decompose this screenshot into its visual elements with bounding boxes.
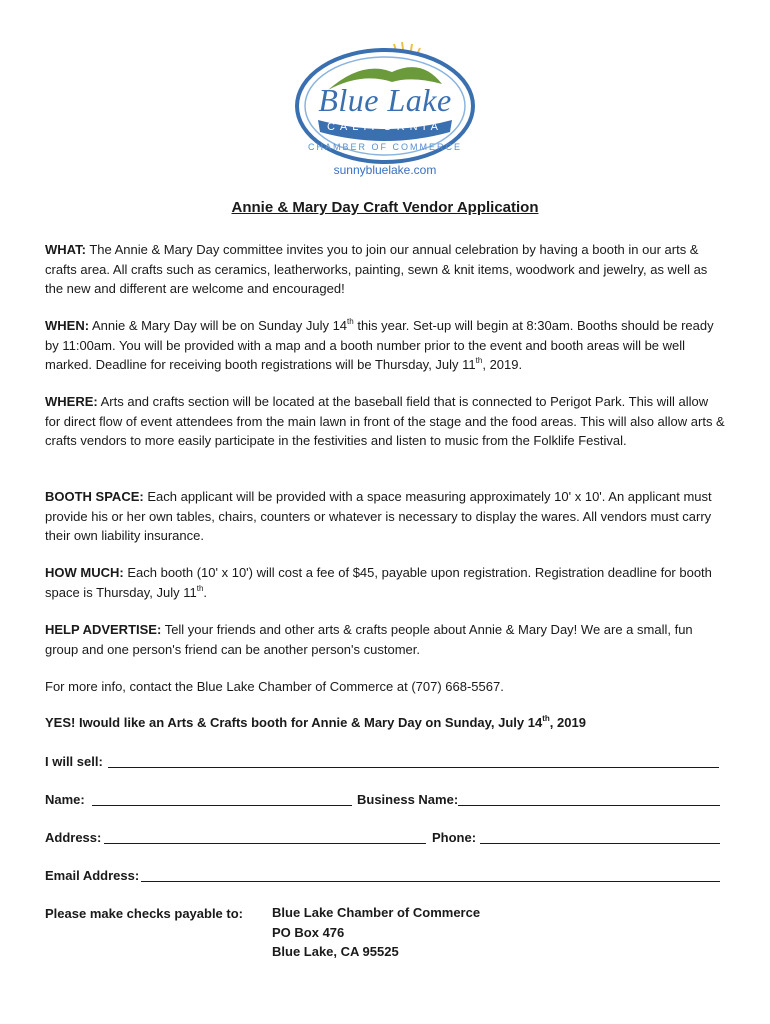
yes-sup: th	[542, 714, 550, 723]
how-much-section	[45, 563, 725, 602]
payable-address	[272, 903, 480, 962]
when-label: WHEN:	[45, 318, 90, 333]
sell-label: I will sell:	[45, 754, 103, 769]
how-much-text-2: .	[203, 584, 208, 600]
when-text-1: Annie & Mary Day will be on Sunday July 14	[91, 318, 348, 333]
name-label: Name:	[45, 792, 85, 807]
booth-space-text: Each applicant will be provided with a space measuring approximately 10' x 10'. An applicant must provide his or her own tables, chairs, counters or whatever is necessary to display the wares. All vendors must carry their own liability insurance.	[45, 489, 712, 543]
phone-input[interactable]	[480, 829, 720, 844]
when-section	[45, 316, 725, 375]
how-much-text-1: Each booth (10' x 10') will cost a fee of $45, payable upon registration. Registration deadline for booth space is Thursday, July 11	[45, 565, 712, 600]
help-advertise-label: HELP ADVERTISE:	[45, 622, 162, 637]
help-advertise-text: Tell your friends and other arts & crafts people about Annie & Mary Day! We are a small, fun group and one person's friend can be another person's customer.	[45, 622, 693, 657]
how-much-label: HOW MUCH:	[45, 565, 124, 580]
where-section	[45, 392, 725, 451]
sell-input[interactable]	[108, 753, 719, 768]
name-input[interactable]	[92, 791, 352, 806]
what-label: WHAT:	[45, 242, 86, 257]
booth-space-label: BOOTH SPACE:	[45, 489, 144, 504]
business-name-label: Business Name:	[357, 792, 459, 807]
address-label: Address:	[45, 830, 102, 845]
payable-line-3: Blue Lake, CA 95525	[272, 944, 399, 959]
payable-line-1: Blue Lake Chamber of Commerce	[272, 905, 481, 920]
what-text: The Annie & Mary Day committee invites you to join our annual celebration by having a booth in our arts & crafts area. All crafts such as ceramics, leatherworks, painting, sewn & knit items, woodwork and jewelry, as well as the new and different are welcome and encouraged!	[45, 242, 708, 296]
business-name-input[interactable]	[458, 791, 720, 806]
logo-state: CALIFORNIA	[326, 121, 443, 133]
page-title: Annie & Mary Day Craft Vendor Application	[231, 199, 539, 216]
how-much-sup: th	[196, 583, 204, 593]
yes-text-2: , 2019	[549, 715, 586, 730]
where-label: WHERE:	[45, 394, 98, 409]
when-text-2: this year. Set-up will begin at 8:30am. Booths should be ready by 11:00am. You will be provided with a map and a booth number prior to the event and booth areas will be well marked. Deadline for receiving booth registrations will be Thursday, July 11	[45, 318, 714, 372]
chamber-logo	[0, 38, 770, 168]
booth-space-section	[45, 487, 725, 546]
website-link[interactable]: sunnybluelake.com	[333, 163, 437, 177]
when-sup-1: th	[347, 317, 354, 326]
logo-org: CHAMBER OF COMMERCE	[307, 142, 462, 152]
email-label: Email Address:	[45, 868, 140, 883]
payable-line-2: PO Box 476	[272, 924, 345, 940]
logo-name: Blue Lake	[318, 82, 452, 118]
what-section	[45, 240, 725, 299]
address-input[interactable]	[104, 829, 426, 844]
yes-text-1: YES! Iwould like an Arts & Crafts booth for Annie & Mary Day on Sunday, July 14	[45, 715, 543, 730]
when-text-3: , 2019.	[482, 357, 523, 372]
payable-label: Please make checks payable to:	[45, 906, 244, 921]
when-sup-2: th	[475, 356, 483, 365]
phone-label: Phone:	[432, 830, 477, 845]
yes-line	[45, 715, 586, 730]
where-text: Arts and crafts section will be located at the baseball field that is connected to Perigot Park. This will allow for direct flow of event attendees from the main lawn in front of the stage and the food areas. This will also allow arts & crafts vendors to more easily participate in the festivities and listen to music from the Folklife Festival.	[45, 394, 725, 448]
email-input[interactable]	[141, 867, 720, 882]
help-advertise-section	[45, 620, 725, 659]
contact-line: For more info, contact the Blue Lake Chamber of Commerce at (707) 668-5567.	[45, 679, 504, 694]
